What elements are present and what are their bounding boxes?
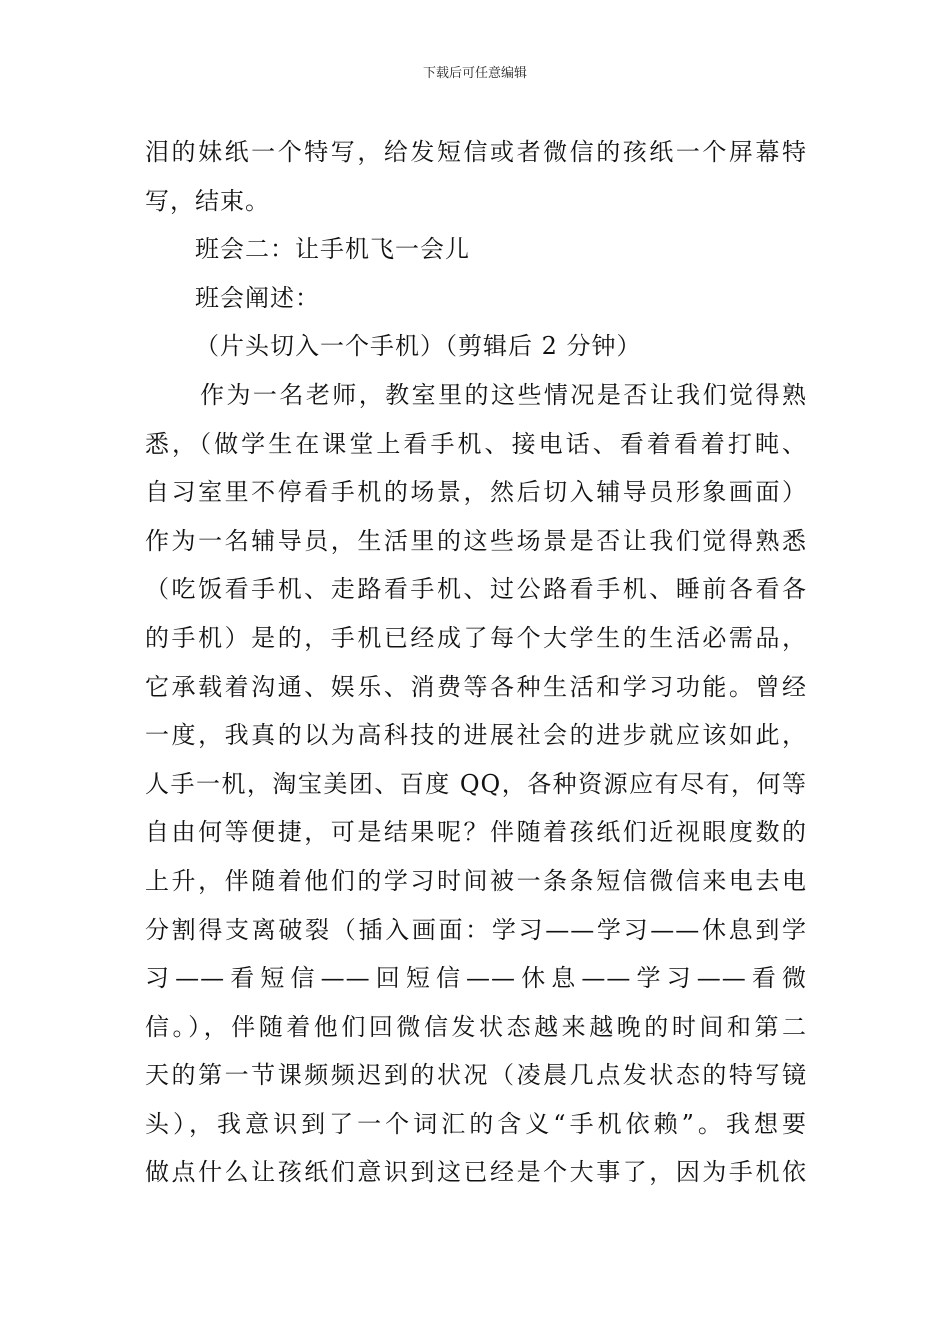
text-line: 班会阐述： (195, 283, 320, 312)
page-header: 下载后可任意编辑 (422, 66, 527, 81)
text-line: 作为一名辅导员，生活里的这些场景是否让我们觉得熟悉 (145, 526, 807, 555)
text-line: 上升，伴随着他们的学习时间被一条条短信微信来电去电 (145, 866, 807, 895)
text-line: 写，结束。 (145, 186, 270, 215)
text-line: 作为一名老师，教室里的这些情况是否让我们觉得熟 (200, 380, 807, 409)
text-line: 自由何等便捷，可是结果呢？伴随着孩纸们近视眼度数的 (145, 818, 807, 847)
text-line: 信。），伴随着他们回微信发状态越来越晚的时间和第二 (145, 1012, 807, 1041)
document-body (145, 128, 807, 1197)
text-line: （片头切入一个手机）（剪辑后 2 分钟） (195, 332, 642, 361)
text-line: 做点什么让孩纸们意识到这已经是个大事了，因为手机依 (145, 1158, 807, 1187)
text-line: 自习室里不停看手机的场景，然后切入辅导员形象画面） (145, 478, 807, 507)
text-line: 分割得支离破裂（插入画面：学习——学习——休息到学 (145, 915, 807, 944)
text-line: （吃饭看手机、走路看手机、过公路看手机、睡前各看各 (145, 575, 807, 604)
text-line: 头），我意识到了一个词汇的含义“手机依赖”。我想要 (145, 1109, 807, 1138)
text-line: 它承载着沟通、娱乐、消费等各种生活和学习功能。曾经 (145, 672, 807, 701)
text-line: 习——看短信——回短信——休息——学习——看微 (145, 964, 807, 993)
text-line: 的手机）是的，手机已经成了每个大学生的生活必需品， (145, 623, 807, 652)
text-line: 天的第一节课频频迟到的状况（凌晨几点发状态的特写镜 (145, 1061, 807, 1090)
text-line: 泪的妹纸一个特写，给发短信或者微信的孩纸一个屏幕特 (145, 138, 807, 166)
text-line: 一度，我真的以为高科技的进展社会的进步就应该如此， (145, 721, 807, 750)
section-heading: 班会二：让手机飞一会儿 (195, 235, 470, 264)
text-line: 悉，（做学生在课堂上看手机、接电话、看着看着打盹、 (145, 429, 807, 458)
text-line: 人手一机，淘宝美团、百度 QQ，各种资源应有尽有，何等 (145, 769, 807, 798)
